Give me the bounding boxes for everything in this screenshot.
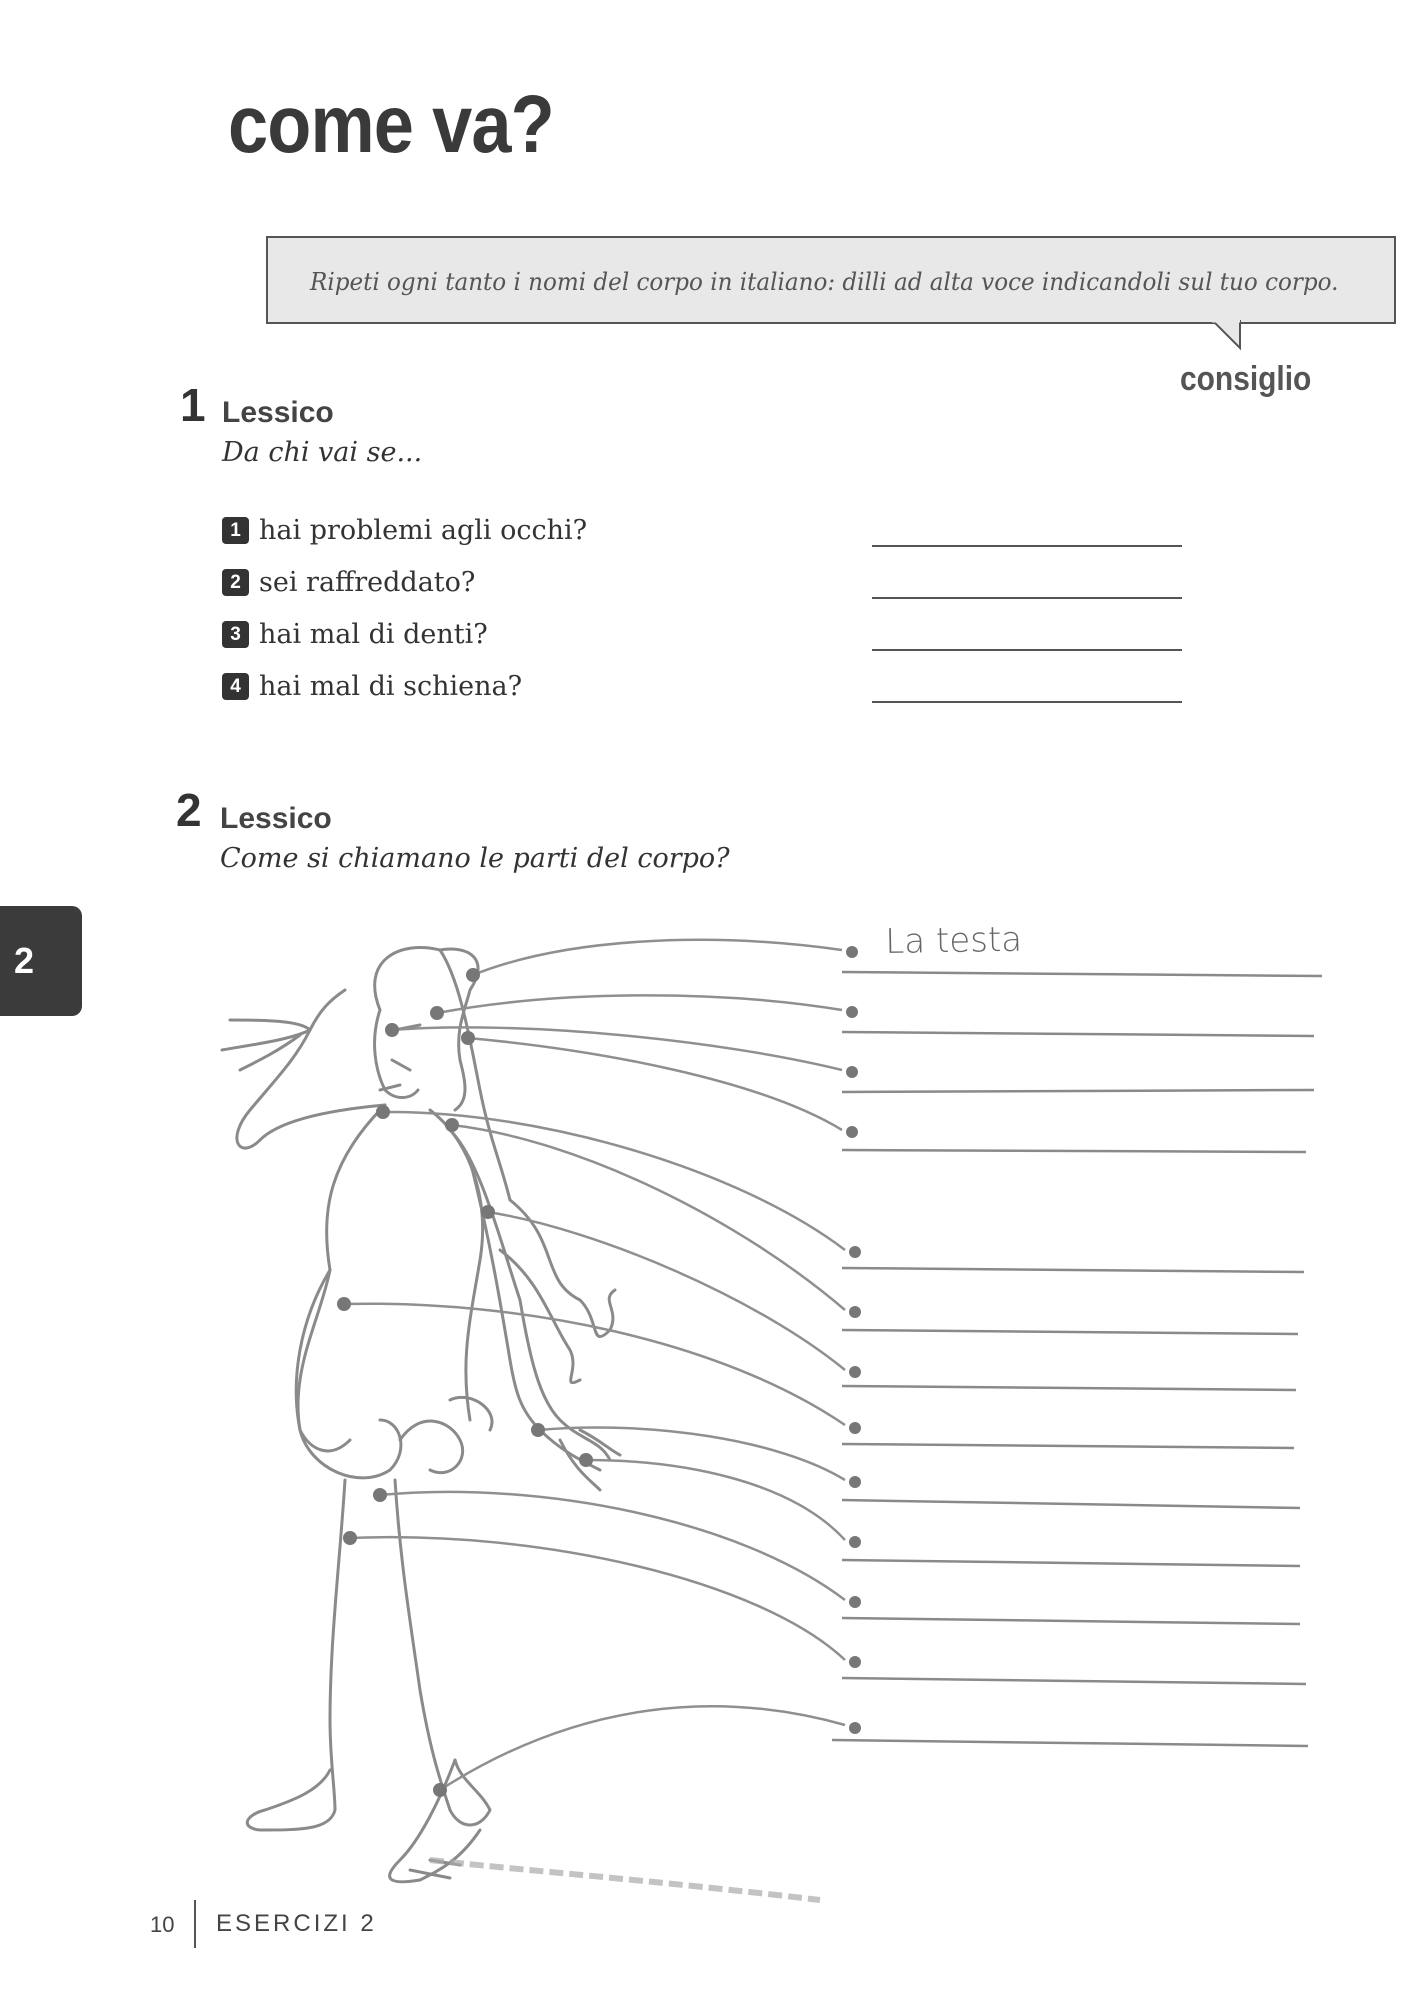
footer-section-label: ESERCIZI 2 xyxy=(216,1910,377,1937)
question-text: hai mal di denti? xyxy=(259,618,488,650)
exercise-1-title: Lessico xyxy=(222,396,334,429)
exercise-2-title: Lessico xyxy=(220,802,332,835)
question-number-badge: 1 xyxy=(222,517,249,544)
exercise-1-subtitle: Da chi vai se... xyxy=(222,437,423,468)
page-title: come va? xyxy=(228,79,554,170)
question-number-badge: 3 xyxy=(222,621,249,648)
exercise-2-subtitle: Come si chiamano le parti del corpo? xyxy=(220,843,730,874)
question-number-badge: 4 xyxy=(222,673,249,700)
question-text: sei raffreddato? xyxy=(259,566,476,598)
tip-text: Ripeti ogni tanto i nomi del corpo in italiano: dilli ad alta voce indicandoli sul tuo corpo. xyxy=(310,268,1339,296)
example-answer-handwritten: La testa xyxy=(885,919,1023,962)
page-number: 10 xyxy=(150,1912,175,1937)
exercise-1-number: 1 xyxy=(180,379,206,431)
question-text: hai problemi agli occhi? xyxy=(259,514,588,546)
exercise-2-number: 2 xyxy=(176,784,202,836)
question-number-badge: 2 xyxy=(222,569,249,596)
question-text: hai mal di schiena? xyxy=(259,670,523,702)
tip-label: consiglio xyxy=(1180,360,1312,398)
chapter-tab-number: 2 xyxy=(14,940,35,981)
footer-divider xyxy=(194,1900,196,1948)
